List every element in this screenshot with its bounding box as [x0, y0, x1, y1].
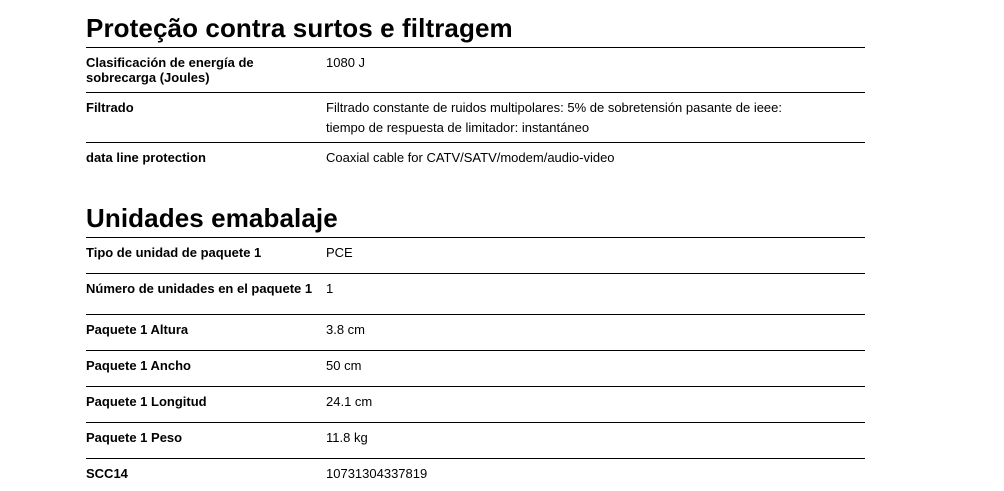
spec-table: [86, 237, 865, 488]
section-packaging-units: [86, 203, 865, 488]
spec-label: Tipo de unidad de paquete 1: [86, 245, 262, 260]
spec-label: Paquete 1 Peso: [86, 430, 183, 445]
spec-label: Clasificación de energía de sobrecarga (Joules): [86, 55, 254, 85]
spec-row: [86, 142, 865, 182]
spec-value: 3.8 cm: [326, 322, 366, 337]
spec-value: 50 cm: [326, 358, 362, 373]
section-title: Proteção contra surtos e filtragem: [86, 13, 513, 43]
spec-label: Paquete 1 Ancho: [86, 358, 191, 373]
spec-value: 1080 J: [326, 55, 366, 70]
spec-value: 11.8 kg: [326, 430, 368, 445]
section-title: Unidades emabalaje: [86, 203, 338, 233]
spec-row: [86, 422, 865, 458]
spec-row: [86, 92, 865, 142]
spec-value-line: Filtrado constante de ruidos multipolares: 5% de sobretensión pasante de ieee:: [326, 100, 783, 115]
spec-value: 24.1 cm: [326, 394, 373, 409]
spec-row: [86, 386, 865, 422]
spec-value: [326, 93, 865, 142]
spec-label: SCC14: [86, 466, 128, 481]
spec-label: Filtrado: [86, 100, 134, 115]
spec-value: Coaxial cable for CATV/SATV/modem/audio-video: [326, 150, 615, 165]
spec-label: Paquete 1 Altura: [86, 322, 189, 337]
spec-label: Paquete 1 Longitud: [86, 394, 207, 409]
spec-table: [86, 47, 865, 182]
spec-value: 10731304337819: [326, 466, 428, 481]
spec-value: PCE: [326, 245, 353, 260]
spec-value: 1: [326, 281, 334, 296]
spec-row: [86, 237, 865, 273]
section-surge-protection: [86, 13, 865, 182]
spec-row: [86, 273, 865, 314]
spec-row: [86, 350, 865, 386]
spec-row: [86, 458, 865, 488]
spec-label: data line protection: [86, 150, 206, 165]
spec-row: [86, 314, 865, 350]
spec-label: Número de unidades en el paquete 1: [86, 281, 313, 296]
spec-value-line: tiempo de respuesta de limitador: instantáneo: [326, 120, 590, 135]
spec-row: [86, 47, 865, 92]
